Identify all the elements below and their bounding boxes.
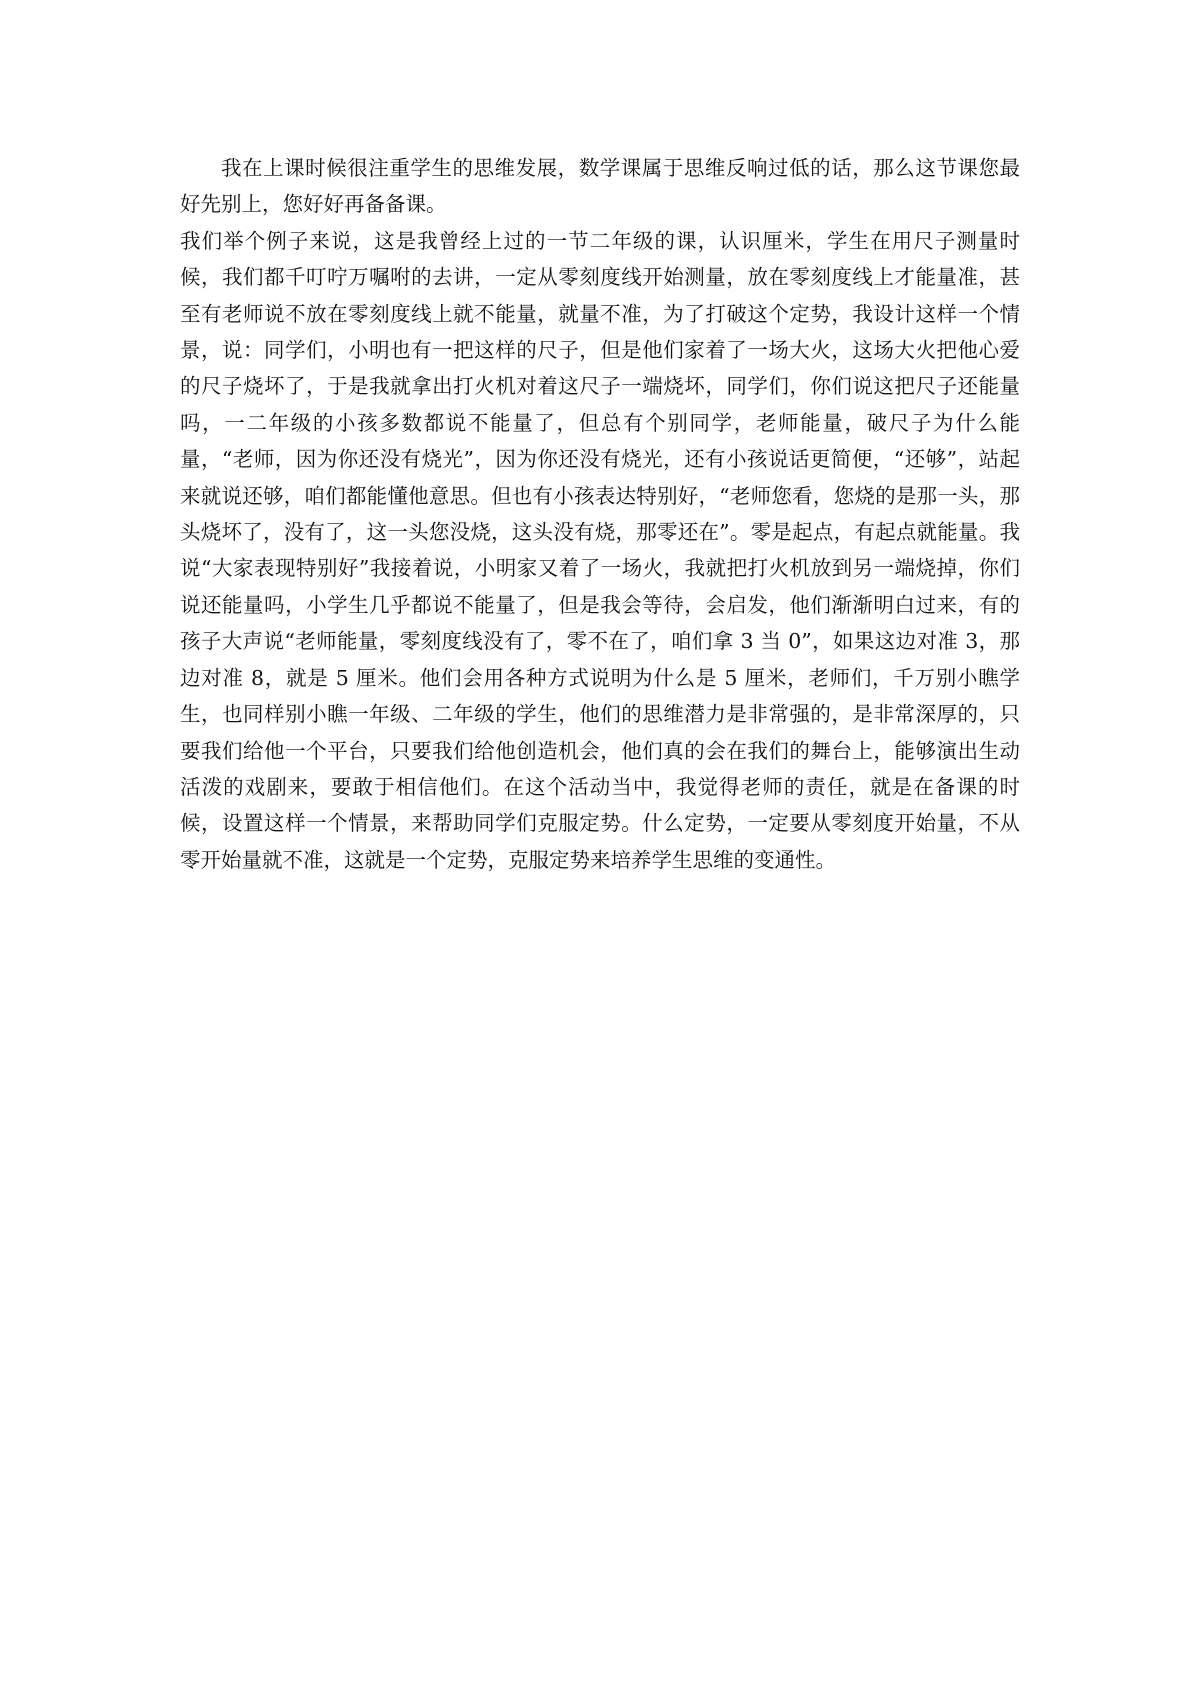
body-text	[180, 150, 1020, 878]
paragraph-example: 我们举个例子来说，这是我曾经上过的一节二年级的课，认识厘米，学生在用尺子测量时候，我们都千叮咛万嘱咐的去讲，一定从零刻度线开始测量，放在零刻度线上才能量准，甚至有老师说不放在零刻度线上就不能量，就量不准，为了打破这个定势，我设计这样一个情景，说：同学们，小明也有一把这样的尺子，但是他们家着了一场大火，这场大火把他心爱的尺子烧坏了，于是我就拿出打火机对着这尺子一端烧坏，同学们，你们说这把尺子还能量吗，一二年级的小孩多数都说不能量了，但总有个别同学，老师能量，破尺子为什么能量，“老师，因为你还没有烧光”，因为你还没有烧光，还有小孩说话更简便，“还够”，站起来就说还够，咱们都能懂他意思。但也有小孩表达特别好，“老师您看，您烧的是那一头，那头烧坏了，没有了，这一头您没烧，这头没有烧，那零还在”。零是起点，有起点就能量。我说“大家表现特别好”我接着说，小明家又着了一场火，我就把打火机放到另一端烧掉，你们说还能量吗，小学生几乎都说不能量了，但是我会等待，会启发，他们渐渐明白过来，有的孩子大声说“老师能量，零刻度线没有了，零不在了，咱们拿 3 当 0”，如果这边对准 3，那边对准 8，就是 5 厘米。他们会用各种方式说明为什么是 5 厘米，老师们，千万别小瞧学生，也同样别小瞧一年级、二年级的学生，他们的思维潜力是非常强的，是非常深厚的，只要我们给他一个平台，只要我们给他创造机会，他们真的会在我们的舞台上，能够演出生动活泼的戏剧来，要敢于相信他们。在这个活动当中，我觉得老师的责任，就是在备课的时候，设置这样一个情景，来帮助同学们克服定势。什么定势，一定要从零刻度开始量，不从零开始量就不准，这就是一个定势，克服定势来培养学生思维的变通性。	[180, 228, 1020, 872]
paragraph-intro: 我在上课时候很注重学生的思维发展，数学课属于思维反响过低的话，那么这节课您最好先别上，您好好再备备课。	[180, 156, 1020, 217]
